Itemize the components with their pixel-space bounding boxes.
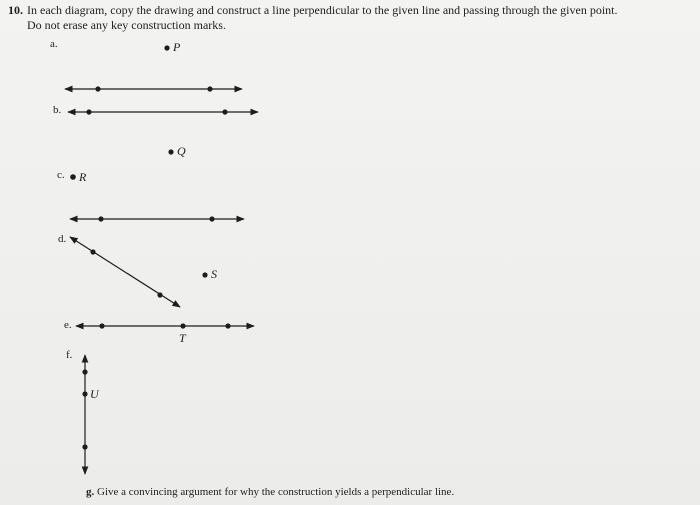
- part-d-diagonal-line: [70, 237, 180, 307]
- point-t-label: T: [179, 331, 186, 345]
- part-g-prompt: [86, 486, 454, 498]
- point-p-dot: [164, 45, 169, 50]
- part-b-lower-point-right: [222, 109, 227, 114]
- point-p-label: P: [173, 40, 181, 54]
- part-d-label: d.: [58, 233, 67, 245]
- part-b-label: b.: [53, 104, 62, 116]
- part-b-lower-point-left: [86, 109, 91, 114]
- point-r-label: R: [79, 170, 87, 184]
- part-f-label: f.: [66, 349, 73, 361]
- point-s-label: S: [211, 267, 217, 281]
- part-b-upper-point-right: [207, 86, 212, 91]
- question-instruction-line1: In each diagram, copy the drawing and construct a line perpendicular to the given line and passing through the given point.: [27, 3, 618, 17]
- part-d-horizontal-point-right: [209, 216, 214, 221]
- part-a-label: a.: [50, 38, 58, 50]
- part-e-point-left: [99, 323, 104, 328]
- point-q-label: Q: [177, 144, 186, 158]
- part-d-horizontal-point-left: [98, 216, 103, 221]
- part-d-diagonal-point-lower: [157, 292, 162, 297]
- part-b-upper-point-left: [95, 86, 100, 91]
- question-instruction-line2: Do not erase any key construction marks.: [27, 18, 226, 32]
- part-g-text: Give a convincing argument for why the construction yields a perpendicular line.: [97, 486, 455, 498]
- point-q-dot: [168, 149, 173, 154]
- part-f-point-lower: [82, 444, 87, 449]
- part-f-point-upper: [82, 369, 87, 374]
- point-u-label: U: [90, 387, 99, 401]
- part-d-diagonal-point-upper: [90, 249, 95, 254]
- point-s-dot: [202, 272, 207, 277]
- point-t-dot: [180, 323, 185, 328]
- part-c-label: c.: [57, 169, 65, 181]
- point-r-dot: [70, 174, 76, 180]
- part-g-label: g.: [86, 486, 95, 498]
- point-u-dot: [82, 391, 87, 396]
- question-number: 10.: [8, 3, 23, 17]
- part-e-point-right: [225, 323, 230, 328]
- part-e-label: e.: [64, 319, 72, 331]
